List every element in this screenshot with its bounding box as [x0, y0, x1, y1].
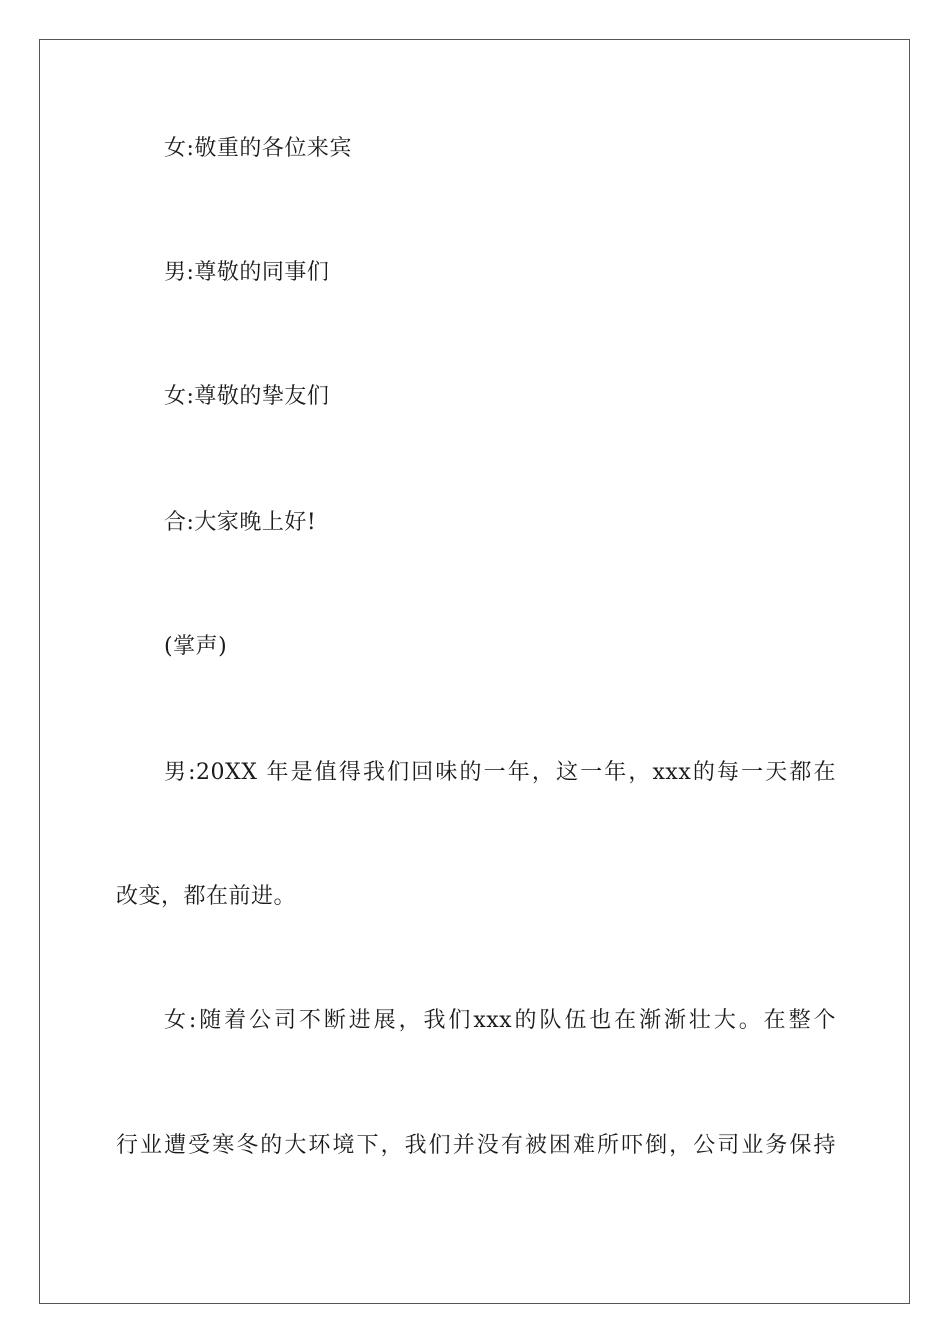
paragraph-male-line-2: 改变，都在前进。 [116, 884, 297, 909]
paragraph-female-line-1: 女:随着公司不断进展，我们xxx的队伍也在渐渐壮大。在整个 [164, 1008, 836, 1033]
page-frame [39, 39, 910, 1304]
speech-line-female-greeting: 女:敬重的各位来宾 [164, 136, 352, 161]
speech-line-male-greeting: 男:尊敬的同事们 [164, 260, 330, 285]
stage-direction-applause: (掌声) [164, 634, 228, 659]
speech-line-female-friends: 女:尊敬的挚友们 [164, 384, 330, 409]
paragraph-female-line-2: 行业遭受寒冬的大环境下，我们并没有被困难所吓倒，公司业务保持 [116, 1133, 836, 1158]
paragraph-male-line-1: 男:20XX 年是值得我们回味的一年，这一年，xxx的每一天都在 [164, 760, 836, 785]
speech-line-together: 合:大家晚上好! [164, 510, 317, 535]
